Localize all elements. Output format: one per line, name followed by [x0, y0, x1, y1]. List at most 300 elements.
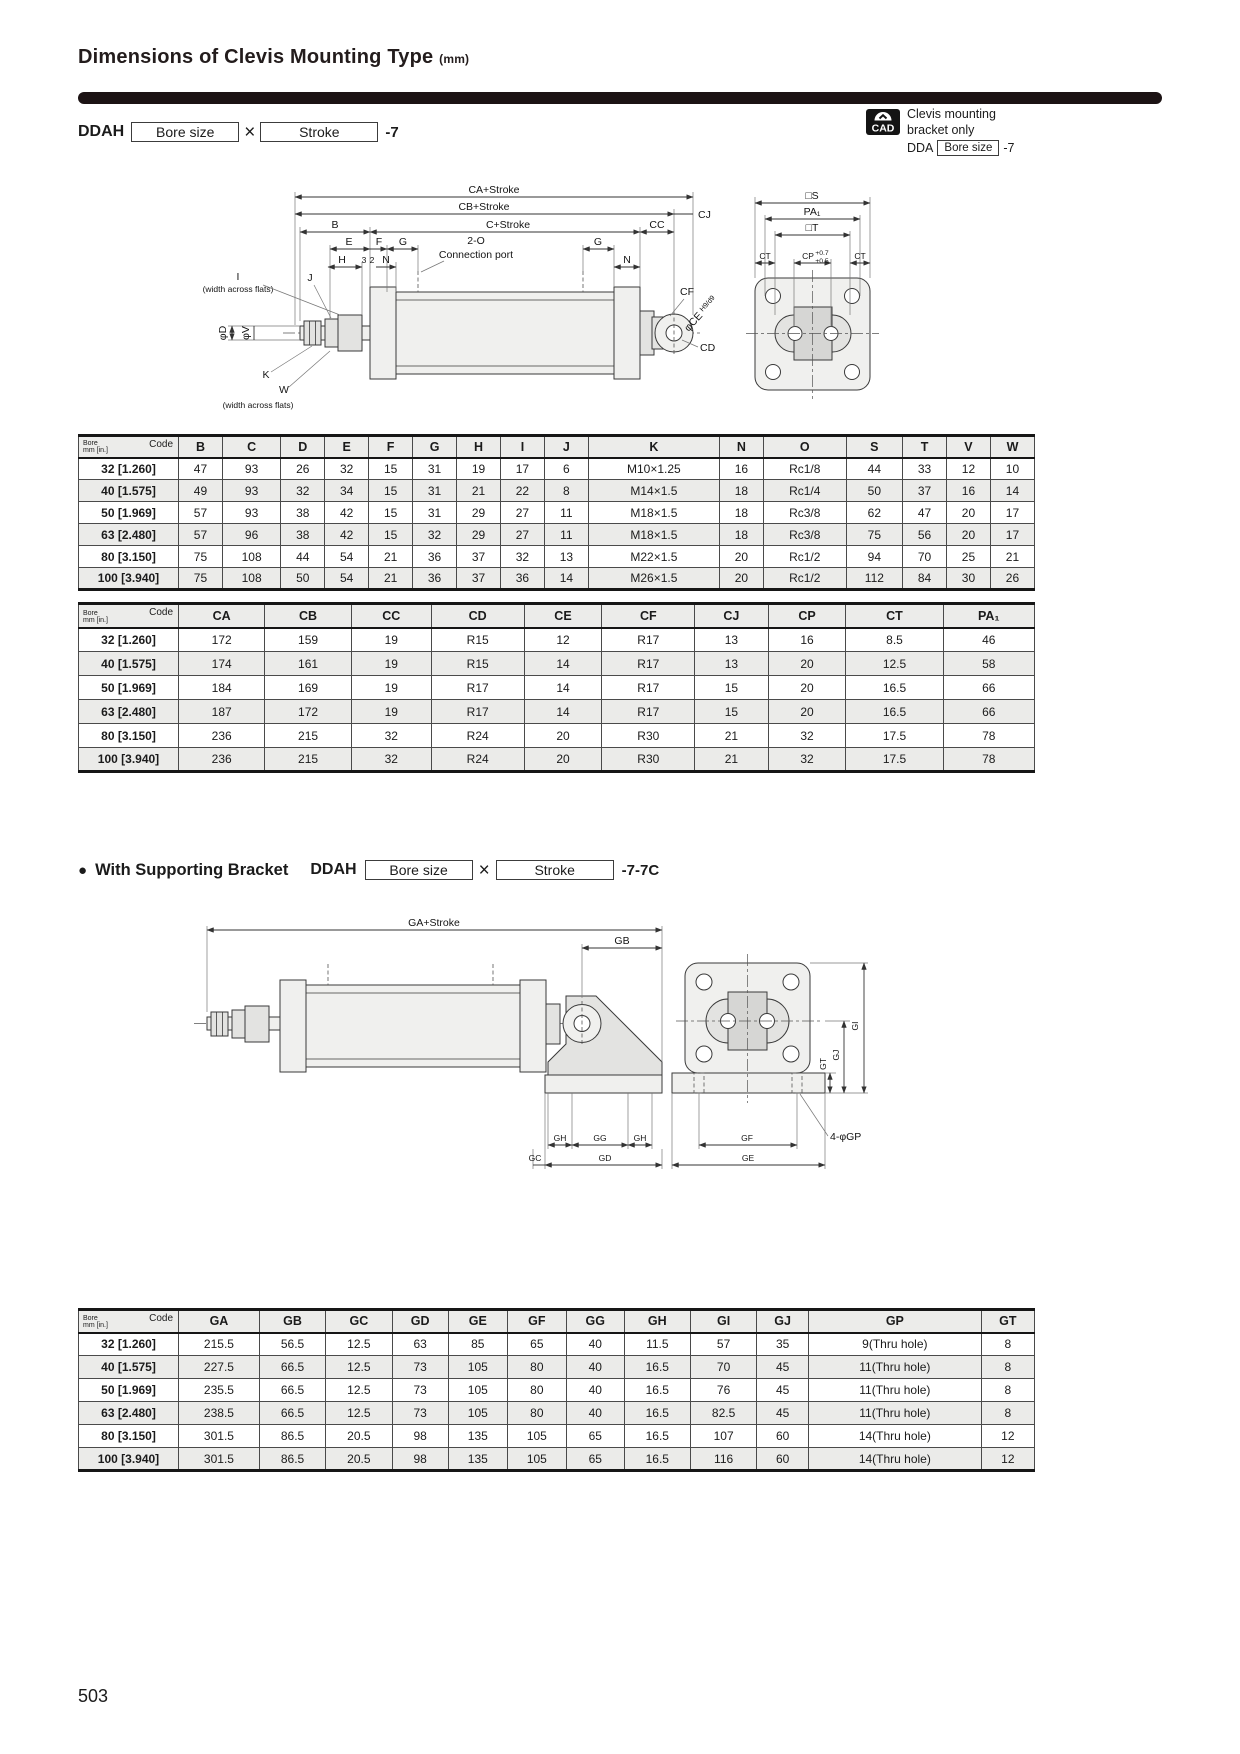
- dimension-value-cell: 12: [981, 1448, 1034, 1471]
- dimension-value-cell: 70: [690, 1356, 756, 1379]
- section-bore-size-box: Bore size: [365, 860, 473, 880]
- dimension-value-cell: 66.5: [259, 1356, 325, 1379]
- bore-size-box: Bore size: [131, 122, 239, 142]
- table-row: [79, 546, 1035, 568]
- dim-phi-v: φV: [240, 326, 252, 340]
- dimension-value-cell: 8.5: [846, 628, 943, 652]
- dimension-value-cell: 105: [507, 1425, 566, 1448]
- dim-ct-left: CT: [759, 251, 771, 261]
- dimension-value-cell: 45: [757, 1379, 809, 1402]
- dimension-value-cell: 16.5: [624, 1379, 690, 1402]
- dim-cj: CJ: [698, 209, 711, 221]
- dimension-value-cell: 76: [690, 1379, 756, 1402]
- table-row: [79, 502, 1035, 524]
- dimension-value-cell: 20: [524, 724, 602, 748]
- dimension-value-cell: 15: [695, 676, 768, 700]
- table1-body: [79, 458, 1035, 590]
- dimension-value-cell: 159: [265, 628, 351, 652]
- dim-t-square: □T: [805, 222, 819, 234]
- dimension-value-cell: 32: [351, 748, 431, 772]
- column-header-CF: CF: [602, 604, 695, 628]
- corner-bore-label-line2: mm [in.]: [83, 616, 108, 624]
- dimension-value-cell: 85: [448, 1333, 507, 1356]
- column-header-GB: GB: [259, 1310, 325, 1333]
- table-row: [79, 568, 1035, 590]
- dimension-value-cell: 57: [179, 524, 223, 546]
- dim-phi-ce: [682, 294, 720, 334]
- column-header-I: I: [500, 436, 544, 458]
- dimension-value-cell: 108: [222, 546, 280, 568]
- column-header-V: V: [947, 436, 991, 458]
- dimension-value-cell: 35: [757, 1333, 809, 1356]
- dimension-value-cell: 38: [281, 524, 325, 546]
- dim-cc: CC: [649, 219, 665, 231]
- dimension-value-cell: 84: [903, 568, 947, 590]
- dimension-value-cell: 21: [369, 546, 413, 568]
- dimension-value-cell: 15: [369, 502, 413, 524]
- column-header-GP: GP: [809, 1310, 982, 1333]
- dim-ga-stroke: GA+Stroke: [408, 917, 460, 929]
- section-divider-bar: [78, 92, 1162, 104]
- label-port-count: 2-O: [467, 235, 485, 247]
- dimension-value-cell: 16: [719, 458, 763, 480]
- dimension-value-cell: Rc1/8: [763, 458, 846, 480]
- dimension-value-cell: 21: [695, 724, 768, 748]
- multiply-icon: ×: [244, 121, 256, 143]
- dimension-value-cell: 22: [500, 480, 544, 502]
- dimension-value-cell: 12: [981, 1425, 1034, 1448]
- cylinder-side-view: [283, 271, 706, 379]
- bullet-icon: ●: [78, 861, 88, 879]
- dim-w-note: (width across flats): [222, 400, 294, 410]
- bracket-front-view: [672, 954, 825, 1103]
- dimension-value-cell: M10×1.25: [588, 458, 719, 480]
- dimension-value-cell: 29: [457, 524, 501, 546]
- column-header-GA: GA: [179, 1310, 260, 1333]
- cad-note-line1: Clevis mounting: [907, 107, 996, 121]
- column-header-GC: GC: [326, 1310, 392, 1333]
- table-corner-header: [79, 604, 179, 628]
- dimension-value-cell: 36: [413, 568, 457, 590]
- dimension-value-cell: 32: [768, 724, 846, 748]
- dimension-value-cell: 14: [524, 652, 602, 676]
- dimension-value-cell: 80: [507, 1356, 566, 1379]
- dim-g-right: G: [593, 236, 603, 248]
- dimension-value-cell: 66: [943, 700, 1035, 724]
- dim-cd: CD: [700, 342, 716, 354]
- dimension-value-cell: 105: [448, 1402, 507, 1425]
- dim-phi-ce-fit: H9/d9: [698, 294, 717, 314]
- dimension-value-cell: 32: [281, 480, 325, 502]
- dim-n-right: N: [623, 254, 631, 266]
- dimension-value-cell: 20.5: [326, 1448, 392, 1471]
- dimension-value-cell: R15: [431, 628, 524, 652]
- column-header-CT: CT: [846, 604, 943, 628]
- cad-note-text: [907, 106, 1014, 156]
- dimension-value-cell: 60: [757, 1425, 809, 1448]
- column-header-C: C: [222, 436, 280, 458]
- dimension-value-cell: 12.5: [846, 652, 943, 676]
- dimension-value-cell: Rc1/4: [763, 480, 846, 502]
- row-header-bore: 50 [1.969]: [79, 502, 179, 524]
- column-header-GJ: GJ: [757, 1310, 809, 1333]
- dimension-value-cell: 20: [768, 676, 846, 700]
- dimension-value-cell: 21: [990, 546, 1034, 568]
- dimension-value-cell: 20: [768, 652, 846, 676]
- dimension-value-cell: 86.5: [259, 1425, 325, 1448]
- column-header-H: H: [457, 436, 501, 458]
- dimension-value-cell: 66: [943, 676, 1035, 700]
- dimension-value-cell: 82.5: [690, 1402, 756, 1425]
- table2-header-row: [79, 604, 1035, 628]
- dimension-value-cell: 80: [507, 1402, 566, 1425]
- dimension-value-cell: 16.5: [624, 1448, 690, 1471]
- dimension-value-cell: 14: [990, 480, 1034, 502]
- dim-f: F: [375, 236, 383, 248]
- dimension-value-cell: 161: [265, 652, 351, 676]
- column-header-GF: GF: [507, 1310, 566, 1333]
- table-row: [79, 700, 1035, 724]
- dim-4-phi-gp: 4-φGP: [830, 1131, 862, 1143]
- column-header-CD: CD: [431, 604, 524, 628]
- dimension-value-cell: 16.5: [846, 700, 943, 724]
- dimension-value-cell: 16.5: [624, 1425, 690, 1448]
- dimension-value-cell: 215: [265, 724, 351, 748]
- dimension-value-cell: 20: [947, 524, 991, 546]
- dimension-value-cell: 50: [281, 568, 325, 590]
- table-row: [79, 676, 1035, 700]
- row-header-bore: 80 [3.150]: [79, 546, 179, 568]
- table-row: [79, 480, 1035, 502]
- dim-gh-left: GH: [553, 1133, 567, 1143]
- dimension-value-cell: 108: [222, 568, 280, 590]
- table-row: [79, 652, 1035, 676]
- dim-2: 2: [369, 255, 375, 265]
- dimension-value-cell: 37: [457, 568, 501, 590]
- model-series: DDAH: [78, 123, 125, 140]
- dimension-value-cell: 107: [690, 1425, 756, 1448]
- dim-3: 3: [361, 255, 367, 265]
- column-header-K: K: [588, 436, 719, 458]
- dimension-value-cell: 215: [265, 748, 351, 772]
- dimension-value-cell: 112: [846, 568, 902, 590]
- table-row: [79, 1448, 1035, 1471]
- column-header-O: O: [763, 436, 846, 458]
- dimension-value-cell: 8: [544, 480, 588, 502]
- column-header-GD: GD: [392, 1310, 448, 1333]
- dimension-value-cell: 135: [448, 1448, 507, 1471]
- row-header-bore: 50 [1.969]: [79, 676, 179, 700]
- dimension-value-cell: 17: [990, 502, 1034, 524]
- column-header-CJ: CJ: [695, 604, 768, 628]
- dim-phi-ce-base: φCE: [681, 310, 706, 334]
- dimension-value-cell: 116: [690, 1448, 756, 1471]
- dimension-value-cell: 62: [846, 502, 902, 524]
- dimension-value-cell: 93: [222, 480, 280, 502]
- dimension-value-cell: 98: [392, 1448, 448, 1471]
- dimension-value-cell: 63: [392, 1333, 448, 1356]
- dimension-value-cell: 16.5: [624, 1402, 690, 1425]
- dim-b: B: [331, 219, 339, 231]
- section-model-suffix: -7-7C: [621, 861, 660, 879]
- row-header-bore: 80 [3.150]: [79, 724, 179, 748]
- dimension-value-cell: 227.5: [179, 1356, 260, 1379]
- cad-model-series: DDA: [907, 140, 934, 155]
- dimension-value-cell: M18×1.5: [588, 524, 719, 546]
- dim-e: E: [345, 236, 353, 248]
- dimension-value-cell: 172: [179, 628, 265, 652]
- cad-note: [866, 106, 1014, 156]
- dim-gd: GD: [598, 1153, 612, 1163]
- dimension-value-cell: 26: [281, 458, 325, 480]
- table2-body: [79, 628, 1035, 772]
- dimension-value-cell: 301.5: [179, 1448, 260, 1471]
- dim-j: J: [307, 272, 313, 284]
- section-with-supporting-bracket: [78, 860, 659, 880]
- dimension-value-cell: 32: [325, 458, 369, 480]
- row-header-bore: 32 [1.260]: [79, 1333, 179, 1356]
- dimension-value-cell: 70: [903, 546, 947, 568]
- dimension-value-cell: 32: [351, 724, 431, 748]
- dimension-value-cell: 20: [947, 502, 991, 524]
- table-row: [79, 1425, 1035, 1448]
- cylinder-end-view: [746, 270, 879, 399]
- dimension-value-cell: 12.5: [326, 1333, 392, 1356]
- table3-body: [79, 1333, 1035, 1471]
- dimension-value-cell: 73: [392, 1402, 448, 1425]
- dimension-value-cell: 236: [179, 724, 265, 748]
- dim-i: I: [236, 271, 240, 283]
- dimension-value-cell: 11(Thru hole): [809, 1379, 982, 1402]
- dimension-value-cell: 15: [369, 458, 413, 480]
- column-header-F: F: [369, 436, 413, 458]
- column-header-GG: GG: [566, 1310, 624, 1333]
- dimension-value-cell: 17.5: [846, 724, 943, 748]
- table-row: [79, 628, 1035, 652]
- row-header-bore: 63 [2.480]: [79, 524, 179, 546]
- dimension-value-cell: 75: [179, 568, 223, 590]
- dimension-value-cell: 27: [500, 524, 544, 546]
- page-number: 503: [78, 1686, 109, 1706]
- dimension-value-cell: Rc1/2: [763, 568, 846, 590]
- section-stroke-box: Stroke: [496, 860, 614, 880]
- dimension-value-cell: 19: [351, 700, 431, 724]
- model-designation: [78, 122, 399, 142]
- row-header-bore: 100 [3.940]: [79, 748, 179, 772]
- dimension-value-cell: 31: [413, 502, 457, 524]
- dim-ct-right: CT: [854, 251, 866, 261]
- table-row: [79, 748, 1035, 772]
- dim-cf: CF: [680, 286, 694, 298]
- dim-cb-stroke: CB+Stroke: [458, 201, 510, 213]
- row-header-bore: 40 [1.575]: [79, 652, 179, 676]
- dim-ge: GE: [741, 1153, 755, 1163]
- dimension-value-cell: 174: [179, 652, 265, 676]
- dimension-value-cell: R17: [602, 700, 695, 724]
- dimension-value-cell: 18: [719, 502, 763, 524]
- dimension-value-cell: 40: [566, 1333, 624, 1356]
- dimension-value-cell: 54: [325, 546, 369, 568]
- dimension-value-cell: 57: [690, 1333, 756, 1356]
- dimension-value-cell: 20: [768, 700, 846, 724]
- dim-ca-stroke: CA+Stroke: [468, 184, 520, 196]
- dimension-value-cell: 78: [943, 748, 1035, 772]
- dimension-value-cell: 15: [369, 480, 413, 502]
- cad-bore-size-box: Bore size: [937, 140, 999, 157]
- dimension-value-cell: 57: [179, 502, 223, 524]
- section-title: With Supporting Bracket: [95, 860, 289, 879]
- dimension-value-cell: 73: [392, 1356, 448, 1379]
- dimension-value-cell: 40: [566, 1402, 624, 1425]
- dim-gi: GI: [850, 1021, 860, 1031]
- dimension-value-cell: 15: [695, 700, 768, 724]
- dimension-value-cell: 11(Thru hole): [809, 1356, 982, 1379]
- table-corner-header: [79, 1310, 179, 1333]
- table-row: [79, 1379, 1035, 1402]
- dimension-table-clevis: [78, 602, 1035, 773]
- corner-code-label: Code: [149, 439, 173, 450]
- dim-gf: GF: [741, 1133, 753, 1143]
- dimension-value-cell: 73: [392, 1379, 448, 1402]
- dimension-value-cell: 12.5: [326, 1379, 392, 1402]
- dimension-value-cell: 16: [768, 628, 846, 652]
- cad-model-designation: [907, 140, 1014, 157]
- corner-bore-label-line2: mm [in.]: [83, 1321, 108, 1329]
- dimension-value-cell: 75: [179, 546, 223, 568]
- dim-gj: GJ: [831, 1049, 841, 1061]
- dimension-value-cell: R17: [431, 700, 524, 724]
- corner-code-label: Code: [149, 1313, 173, 1324]
- dimension-value-cell: 34: [325, 480, 369, 502]
- column-header-PA: PA₁: [943, 604, 1035, 628]
- dimension-value-cell: 13: [695, 628, 768, 652]
- dimension-value-cell: 40: [566, 1379, 624, 1402]
- dimension-value-cell: 26: [990, 568, 1034, 590]
- dimension-value-cell: 17: [990, 524, 1034, 546]
- dimension-value-cell: 49: [179, 480, 223, 502]
- dimension-value-cell: 80: [507, 1379, 566, 1402]
- dimension-value-cell: 29: [457, 502, 501, 524]
- column-header-GH: GH: [624, 1310, 690, 1333]
- dim-n-left: N: [382, 254, 390, 266]
- dimension-value-cell: 20: [719, 568, 763, 590]
- corner-bore-label-line2: mm [in.]: [83, 446, 108, 454]
- dimension-value-cell: 16.5: [624, 1356, 690, 1379]
- dimension-value-cell: Rc3/8: [763, 524, 846, 546]
- column-header-E: E: [325, 436, 369, 458]
- dimension-value-cell: 6: [544, 458, 588, 480]
- column-header-W: W: [990, 436, 1034, 458]
- row-header-bore: 100 [3.940]: [79, 568, 179, 590]
- dimension-value-cell: 44: [846, 458, 902, 480]
- corner-code-label: Code: [149, 607, 173, 618]
- dimension-value-cell: 47: [179, 458, 223, 480]
- column-header-T: T: [903, 436, 947, 458]
- dimension-value-cell: 54: [325, 568, 369, 590]
- dimension-value-cell: 21: [695, 748, 768, 772]
- dimension-value-cell: 9(Thru hole): [809, 1333, 982, 1356]
- dim-k: K: [262, 369, 270, 381]
- table-row: [79, 1402, 1035, 1425]
- supporting-bracket-drawing: [78, 898, 1162, 1293]
- dim-i-note: (width across flats): [202, 284, 274, 294]
- dimension-value-cell: 16.5: [846, 676, 943, 700]
- dimension-value-cell: 18: [719, 480, 763, 502]
- dimension-value-cell: 45: [757, 1356, 809, 1379]
- dimension-value-cell: Rc1/2: [763, 546, 846, 568]
- column-header-B: B: [179, 436, 223, 458]
- dimension-value-cell: 11: [544, 524, 588, 546]
- dim-w: W: [279, 384, 289, 396]
- dimension-value-cell: 105: [448, 1379, 507, 1402]
- dimension-value-cell: 46: [943, 628, 1035, 652]
- table-row: [79, 1356, 1035, 1379]
- dimension-value-cell: R30: [602, 724, 695, 748]
- dimension-value-cell: 187: [179, 700, 265, 724]
- stroke-box: Stroke: [260, 122, 378, 142]
- dimension-value-cell: M26×1.5: [588, 568, 719, 590]
- dimension-value-cell: 8: [981, 1379, 1034, 1402]
- column-header-GI: GI: [690, 1310, 756, 1333]
- dimension-value-cell: 14(Thru hole): [809, 1448, 982, 1471]
- dimension-value-cell: 14: [524, 676, 602, 700]
- dimension-value-cell: 215.5: [179, 1333, 260, 1356]
- dimension-value-cell: 66.5: [259, 1379, 325, 1402]
- corner-bore-label-line1: Bore: [83, 439, 98, 447]
- dimension-value-cell: 8: [981, 1402, 1034, 1425]
- row-header-bore: 100 [3.940]: [79, 1448, 179, 1471]
- table1-header-row: [79, 436, 1035, 458]
- page-title-text: Dimensions of Clevis Mounting Type: [78, 46, 434, 68]
- dimension-value-cell: 18: [719, 524, 763, 546]
- dimension-value-cell: 8: [981, 1333, 1034, 1356]
- dimension-value-cell: 12.5: [326, 1402, 392, 1425]
- table-row: [79, 458, 1035, 480]
- dimension-value-cell: 19: [457, 458, 501, 480]
- dimension-value-cell: 21: [369, 568, 413, 590]
- dimension-value-cell: 12: [947, 458, 991, 480]
- column-header-CE: CE: [524, 604, 602, 628]
- dimension-value-cell: 42: [325, 524, 369, 546]
- dimension-value-cell: 17.5: [846, 748, 943, 772]
- dimension-value-cell: 25: [947, 546, 991, 568]
- dimension-value-cell: 20: [719, 546, 763, 568]
- dim-phi-d: φD: [217, 325, 229, 341]
- dimension-value-cell: R24: [431, 724, 524, 748]
- cad-icon-text: CAD: [871, 122, 895, 135]
- row-header-bore: 50 [1.969]: [79, 1379, 179, 1402]
- clevis-mounting-drawing: [78, 175, 1162, 430]
- label-connection-port: Connection port: [438, 249, 514, 261]
- dimension-value-cell: 45: [757, 1402, 809, 1425]
- row-header-bore: 32 [1.260]: [79, 628, 179, 652]
- dimension-value-cell: 44: [281, 546, 325, 568]
- dim-g-left: G: [398, 236, 408, 248]
- dimension-value-cell: 13: [695, 652, 768, 676]
- dimension-value-cell: 20: [524, 748, 602, 772]
- dim-gh-right: GH: [633, 1133, 647, 1143]
- dimension-value-cell: 42: [325, 502, 369, 524]
- dimension-value-cell: 36: [500, 568, 544, 590]
- dimension-value-cell: Rc3/8: [763, 502, 846, 524]
- dimension-value-cell: 21: [457, 480, 501, 502]
- dimension-value-cell: 65: [507, 1333, 566, 1356]
- row-header-bore: 63 [2.480]: [79, 1402, 179, 1425]
- column-header-GE: GE: [448, 1310, 507, 1333]
- cad-model-suffix: -7: [1003, 140, 1015, 155]
- table-row: [79, 1333, 1035, 1356]
- row-header-bore: 40 [1.575]: [79, 1356, 179, 1379]
